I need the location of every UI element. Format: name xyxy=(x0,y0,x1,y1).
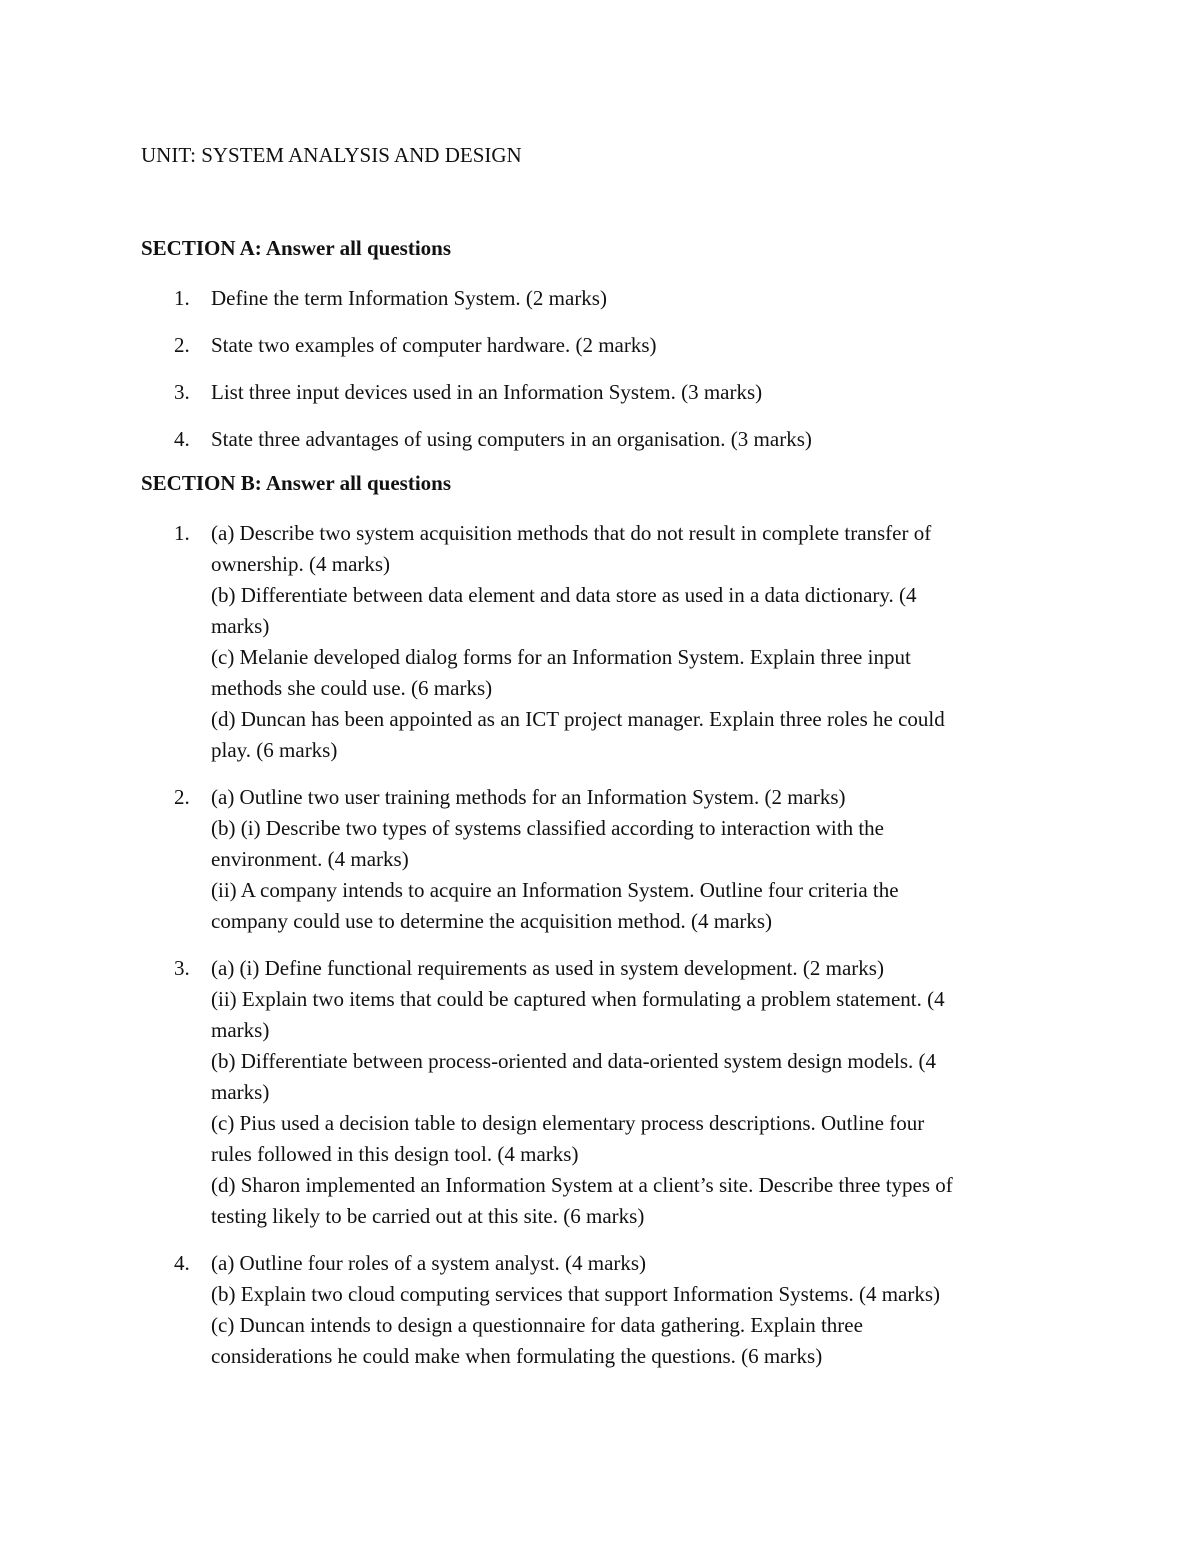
question-line: play. (6 marks) xyxy=(211,738,338,762)
question-number: 3. xyxy=(174,380,190,404)
question-text: State three advantages of using computers in an organisation. (3 marks) xyxy=(211,427,812,451)
section-b-heading: SECTION B: Answer all questions xyxy=(141,471,452,495)
section-b-list xyxy=(0,518,1200,1372)
question-line: (c) Duncan intends to design a questionnaire for data gathering. Explain three xyxy=(211,1313,863,1337)
question-line: (ii) A company intends to acquire an Information System. Outline four criteria the xyxy=(211,878,899,902)
question-number: 3. xyxy=(174,956,190,980)
section-a-question xyxy=(0,377,1200,424)
question-text: Define the term Information System. (2 marks) xyxy=(211,286,607,310)
question-line: marks) xyxy=(211,1080,270,1104)
question-line: (a) Describe two system acquisition methods that do not result in complete transfer of xyxy=(211,521,932,545)
question-line: marks) xyxy=(211,1018,270,1042)
section-b-question xyxy=(0,1248,1200,1372)
question-line: (c) Melanie developed dialog forms for an Information System. Explain three input xyxy=(211,645,911,669)
question-line: (b) Explain two cloud computing services that support Information Systems. (4 marks) xyxy=(211,1282,941,1306)
question-number: 1. xyxy=(174,286,190,310)
question-number: 2. xyxy=(174,333,190,357)
question-number: 4. xyxy=(174,1251,190,1275)
question-line: testing likely to be carried out at this site. (6 marks) xyxy=(211,1204,645,1228)
question-number: 4. xyxy=(174,427,190,451)
question-line: environment. (4 marks) xyxy=(211,847,409,871)
question-line: (d) Sharon implemented an Information System at a client’s site. Describe three types of xyxy=(211,1173,953,1197)
question-text-block xyxy=(211,782,1046,937)
question-text-block xyxy=(211,953,1046,1232)
section-a-heading: SECTION A: Answer all questions xyxy=(141,236,452,260)
question-line: (b) (i) Describe two types of systems classified according to interaction with the xyxy=(211,816,884,840)
section-b-question xyxy=(0,518,1200,782)
question-text: State two examples of computer hardware. (2 marks) xyxy=(211,333,657,357)
question-text-block xyxy=(211,1248,1046,1372)
question-line: (b) Differentiate between process-oriented and data-oriented system design models. (4 xyxy=(211,1049,937,1073)
question-line: (c) Pius used a decision table to design elementary process descriptions. Outline four xyxy=(211,1111,925,1135)
question-line: rules followed in this design tool. (4 marks) xyxy=(211,1142,579,1166)
question-line: company could use to determine the acquisition method. (4 marks) xyxy=(211,909,773,933)
question-line: (a) Outline two user training methods for an Information System. (2 marks) xyxy=(211,785,846,809)
question-line: (d) Duncan has been appointed as an ICT project manager. Explain three roles he could xyxy=(211,707,945,731)
question-line: (b) Differentiate between data element and data store as used in a data dictionary. (4 xyxy=(211,583,917,607)
question-line: marks) xyxy=(211,614,270,638)
section-a-question xyxy=(0,330,1200,377)
question-text: List three input devices used in an Information System. (3 marks) xyxy=(211,380,763,404)
section-a-list xyxy=(0,283,1200,471)
question-line: considerations he could make when formulating the questions. (6 marks) xyxy=(211,1344,823,1368)
question-line: (ii) Explain two items that could be captured when formulating a problem statement. (4 xyxy=(211,987,945,1011)
section-a-question xyxy=(0,283,1200,330)
section-a-question xyxy=(0,424,1200,471)
unit-title: UNIT: SYSTEM ANALYSIS AND DESIGN xyxy=(141,143,522,167)
question-line: ownership. (4 marks) xyxy=(211,552,391,576)
question-line: (a) Outline four roles of a system analyst. (4 marks) xyxy=(211,1251,647,1275)
question-text-block xyxy=(211,518,1046,766)
question-number: 1. xyxy=(174,521,190,545)
question-line: (a) (i) Define functional requirements as used in system development. (2 marks) xyxy=(211,956,884,980)
section-b-question xyxy=(0,782,1200,953)
question-number: 2. xyxy=(174,785,190,809)
section-b-question xyxy=(0,953,1200,1248)
question-line: methods she could use. (6 marks) xyxy=(211,676,493,700)
